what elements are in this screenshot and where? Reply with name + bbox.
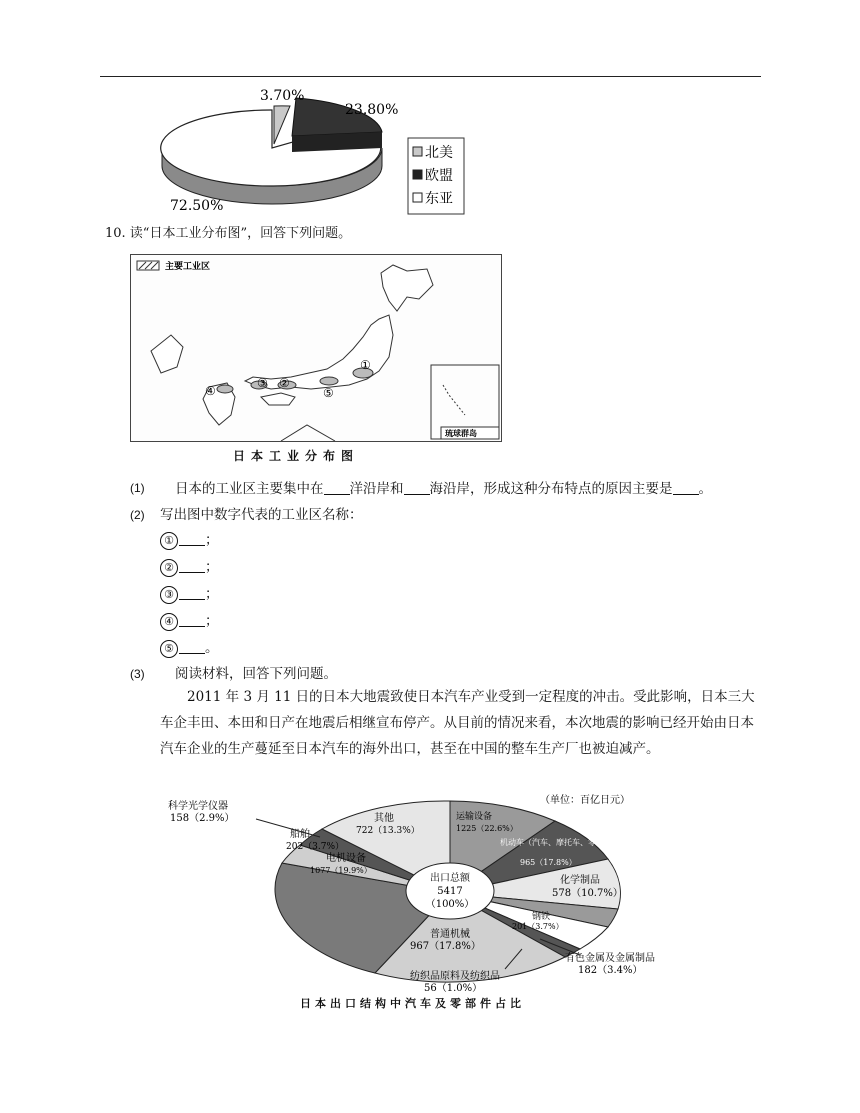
map-number-1: ① [360,358,371,372]
answer-end-2: ； [205,559,219,575]
label-nonferrous-value: 182（3.4%） [578,965,643,976]
map-ryukyu [443,385,465,415]
answer-end-3: ； [205,586,219,602]
label-transport-value: 1225（22.6%） [456,824,518,833]
label-nonferrous-name: 有色金属及金属制品 [565,953,655,964]
circle-number-1: ① [160,532,178,550]
label-scientific-name: 科学光学仪器 [168,801,228,812]
circle-number-4: ④ [160,613,178,631]
answer-line-2 [160,557,219,577]
sub-question-1-number: (1) [130,481,145,495]
header-rule [100,76,761,77]
label-motor-value: 965（17.8%） [520,858,577,867]
map-number-5: ⑤ [323,386,334,400]
industrial-area-4 [217,385,233,393]
answer-blank-2[interactable] [179,558,205,573]
answer-blank-5[interactable] [179,639,205,654]
japan-industry-map [130,254,502,442]
label-electrical-name: 电机设备 [326,853,366,864]
export-structure-pie-chart [160,793,740,993]
region-pie-svg [150,86,470,216]
leader-scientific [256,819,320,837]
label-machinery-value: 967（17.8%） [410,941,481,952]
pie-label-ea: 72.50% [170,198,224,214]
sub1-text-1: 日本的工业区主要集中在 [175,481,324,497]
answer-line-3 [160,584,219,604]
question-10-title: 10. 读“日本工业分布图”，回答下列问题。 [105,226,352,241]
export-pie-caption: 日本出口结构中汽车及零部件占比 [300,997,525,1010]
map-number-3: ③ [257,376,268,390]
label-other-value: 722（13.3%） [356,826,420,836]
label-motor-name: 机动车（汽车、摩托车、零部件） [500,838,620,847]
sub1-text-4: 。 [698,481,712,497]
sub-question-3-number: (3) [130,667,145,681]
answer-line-1 [160,530,219,550]
map-number-4: ④ [205,384,216,398]
japan-map-svg [131,255,501,441]
label-scientific-value: 158（2.9%） [170,813,235,824]
sub1-text-3: 海沿岸，形成这种分布特点的原因主要是 [429,481,673,497]
map-caption: 日本工业分布图 [233,449,360,463]
pie-slice-north-america [274,106,290,144]
label-steel-name: 钢铁 [532,912,551,922]
sub-question-3-text: 阅读材料，回答下列问题。 [175,666,337,682]
answer-blank-1[interactable] [179,531,205,546]
label-textile-value: 56（1.0%） [424,983,483,993]
legend-swatch-ea [413,193,422,202]
legend-na: 北美 [425,145,453,161]
map-korea [151,335,183,373]
legend-swatch-na [413,147,422,156]
circle-number-5: ⑤ [160,640,178,658]
label-electrical-value: 1077（19.9%） [310,866,372,875]
sub-question-2-text: 写出图中数字代表的工业区名称： [160,507,363,523]
map-legend-label: 主要工业区 [165,262,211,272]
label-other-name: 其他 [374,813,394,824]
answer-blank-ocean[interactable] [324,480,350,495]
center-percent: （100%） [425,899,475,910]
map-hokkaido [381,265,433,311]
label-transport-name: 运输设备 [456,812,493,822]
region-export-pie-chart [150,86,470,216]
pie-label-na: 3.70% [260,88,305,104]
label-machinery-name: 普通机械 [430,929,470,940]
legend-eu: 欧盟 [425,168,453,184]
circle-number-2: ② [160,559,178,577]
center-title: 出口总额 [430,873,470,884]
center-value: 5417 [437,886,463,897]
label-chem-name: 化学制品 [560,875,600,886]
answer-blank-reason[interactable] [673,480,699,495]
map-number-2: ② [279,376,290,390]
answer-blank-4[interactable] [179,612,205,627]
label-ships-name: 船舶 [290,829,310,840]
map-inset-label: 琉球群岛 [445,428,477,438]
circle-number-3: ③ [160,586,178,604]
industrial-area-5 [320,377,338,385]
answer-end-4: ； [205,613,219,629]
answer-end-5: 。 [205,640,219,656]
answer-blank-3[interactable] [179,585,205,600]
sub1-text-2: 洋沿岸和 [349,481,404,497]
unit-label: （单位：百亿日元） [540,795,630,806]
label-chem-value: 578（10.7%） [552,888,623,899]
label-ships-value: 202（3.7%） [286,842,345,852]
legend-swatch-eu [413,170,422,179]
label-steel-value: 201（3.7%） [512,922,564,931]
answer-line-4 [160,611,219,631]
sub-question-2-number: (2) [130,508,145,522]
answer-line-5 [160,638,219,658]
pie-label-eu: 23.80% [345,102,399,118]
reading-material-paragraph: 2011 年 3 月 11 日的日本大地震致使日本汽车产业受到一定程度的冲击。受此影响，日本三大车企丰田、本田和日产在地震后相继宣布停产。从目前的情况来看，本次地震的影响已经开始由日本汽车企业的生产蔓延至日本汽车的海外出口，甚至在中国的整车生产厂也被迫减产。 [160,689,755,757]
label-textile-name: 纺织品原料及纺织品 [410,971,500,982]
map-shikoku [261,393,295,405]
answer-blank-sea[interactable] [404,480,430,495]
answer-end-1: ； [205,532,219,548]
sub-question-1 [175,479,712,499]
legend-ea: 东亚 [425,191,453,207]
map-bottom-edge [281,425,335,441]
export-pie-svg [160,793,740,993]
